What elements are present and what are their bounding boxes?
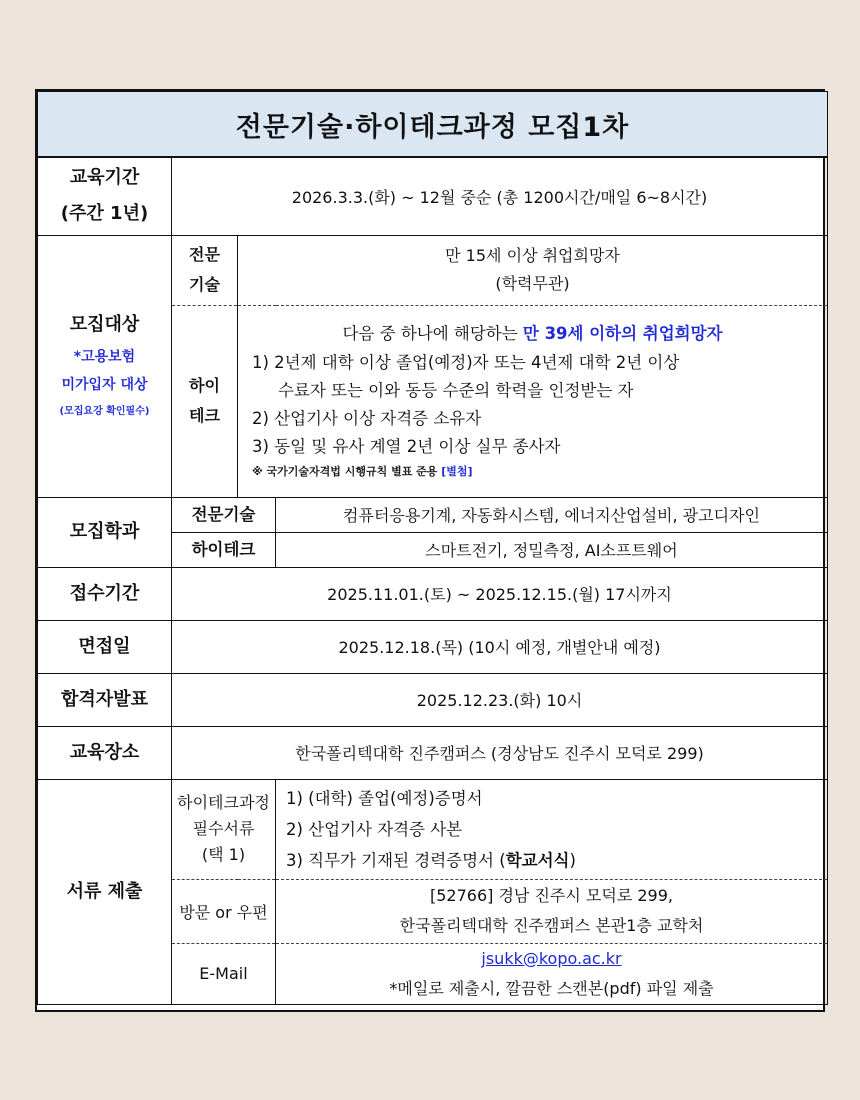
- required-doc-3: [286, 845, 827, 876]
- hitech-requirements: [238, 349, 827, 461]
- announcement-value: 2025.12.23.(화) 10시: [172, 673, 828, 726]
- visit-address-line1: [52766] 경남 진주시 모덕로 299,: [430, 886, 673, 905]
- department-name-hitech: 하이테크: [172, 532, 276, 567]
- visit-address: [276, 879, 828, 943]
- period-value: 2026.3.3.(화) ~ 12월 중순 (총 1200시간/매일 6~8시간): [172, 157, 828, 235]
- required-docs-label-line2: 필수서류: [192, 819, 255, 838]
- target-note-small: (모집요강 확인필수): [59, 406, 150, 417]
- page-title: 전문기술·하이테크과정 모집1차: [38, 92, 828, 158]
- hitech-note: [238, 461, 827, 483]
- required-doc-2: 2) 산업기사 자격증 사본: [286, 819, 463, 839]
- email-note: *메일로 제출시, 깔끔한 스캔본(pdf) 파일 제출: [389, 978, 714, 998]
- email-cell: [276, 943, 828, 1004]
- visit-address-line2: 한국폴리텍대학 진주캠퍼스 본관1층 교학처: [399, 916, 704, 935]
- hitech-note-text: ※ 국가기술자격법 시행규칙 별표 준용: [252, 465, 442, 478]
- period-label-line1: 교육기간: [69, 167, 140, 189]
- announcement-label: 합격자발표: [38, 673, 172, 726]
- interview-label: 면접일: [38, 620, 172, 673]
- email-link[interactable]: jsukk@kopo.ac.kr: [481, 948, 622, 968]
- hitech-note-attachment: [별첨]: [441, 465, 473, 478]
- department-name-jeonmun: 전문기술: [172, 497, 276, 532]
- hitech-item-2: 2) 산업기사 이상 자격증 소유자: [252, 409, 482, 428]
- hitech-item-1b: 수료자 또는 이와 동등 수준의 학력을 인정받는 자: [278, 381, 634, 400]
- location-label: 교육장소: [38, 726, 172, 779]
- target-label-cell: [38, 235, 172, 497]
- department-value-hitech: 스마트전기, 정밀측정, AI소프트웨어: [276, 532, 828, 567]
- target-label: 모집대상: [69, 314, 140, 335]
- hitech-target: [238, 305, 828, 497]
- reception-value: 2025.11.01.(토) ~ 2025.12.15.(월) 17시까지: [172, 567, 828, 620]
- required-docs-label-line1: 하이테크과정: [177, 793, 270, 812]
- required-doc-1: 1) (대학) 졸업(예정)증명서: [286, 788, 483, 808]
- period-label: [38, 157, 172, 235]
- required-docs-label: [172, 779, 276, 879]
- jeonmun-target-line1: 만 15세 이상 취업희망자: [445, 246, 620, 265]
- hitech-label-line1: 하이: [189, 376, 220, 395]
- email-label: E-Mail: [172, 943, 276, 1004]
- interview-value: 2025.12.18.(목) (10시 예정, 개별안내 예정): [172, 620, 828, 673]
- hitech-label: [172, 305, 238, 497]
- hitech-lead-highlight: 만 39세 이하의 취업희망자: [522, 324, 723, 343]
- required-docs-label-line3: (택 1): [201, 845, 246, 864]
- required-doc-3-text: 3) 직무가 기재된 경력증명서 (: [286, 850, 506, 870]
- period-label-line2: (주간 1년): [60, 203, 149, 225]
- reception-label: 접수기간: [38, 567, 172, 620]
- jeonmun-label-line1: 전문: [189, 245, 220, 264]
- required-docs-list: [276, 779, 828, 879]
- department-value-jeonmun: 컴퓨터응용기계, 자동화시스템, 에너지산업설비, 광고디자인: [276, 497, 828, 532]
- hitech-lead: [238, 319, 827, 349]
- required-doc-3-close: ): [569, 850, 576, 870]
- hitech-item-1a: 1) 2년제 대학 이상 졸업(예정)자 또는 4년제 대학 2년 이상: [252, 353, 680, 372]
- required-docs: [276, 783, 827, 876]
- departments-label: 모집학과: [38, 497, 172, 567]
- visit-label: 방문 or 우편: [172, 879, 276, 943]
- required-doc-3-bold: 학교서식: [505, 850, 570, 870]
- documents-label: 서류 제출: [38, 779, 172, 1004]
- jeonmun-target: [238, 235, 828, 305]
- hitech-lead-prefix: 다음 중 하나에 해당하는: [342, 324, 523, 343]
- hitech-label-line2: 테크: [189, 406, 220, 425]
- target-note-line2: 미가입자 대상: [61, 377, 148, 393]
- jeonmun-label-line2: 기술: [189, 275, 220, 294]
- location-value: 한국폴리텍대학 진주캠퍼스 (경상남도 진주시 모덕로 299): [172, 726, 828, 779]
- jeonmun-label: [172, 235, 238, 305]
- jeonmun-target-line2: (학력무관): [495, 274, 570, 293]
- hitech-item-3: 3) 동일 및 유사 계열 2년 이상 실무 종사자: [252, 437, 561, 456]
- target-note-line1: *고용보험: [73, 349, 136, 365]
- recruitment-notice-table: [35, 89, 825, 1012]
